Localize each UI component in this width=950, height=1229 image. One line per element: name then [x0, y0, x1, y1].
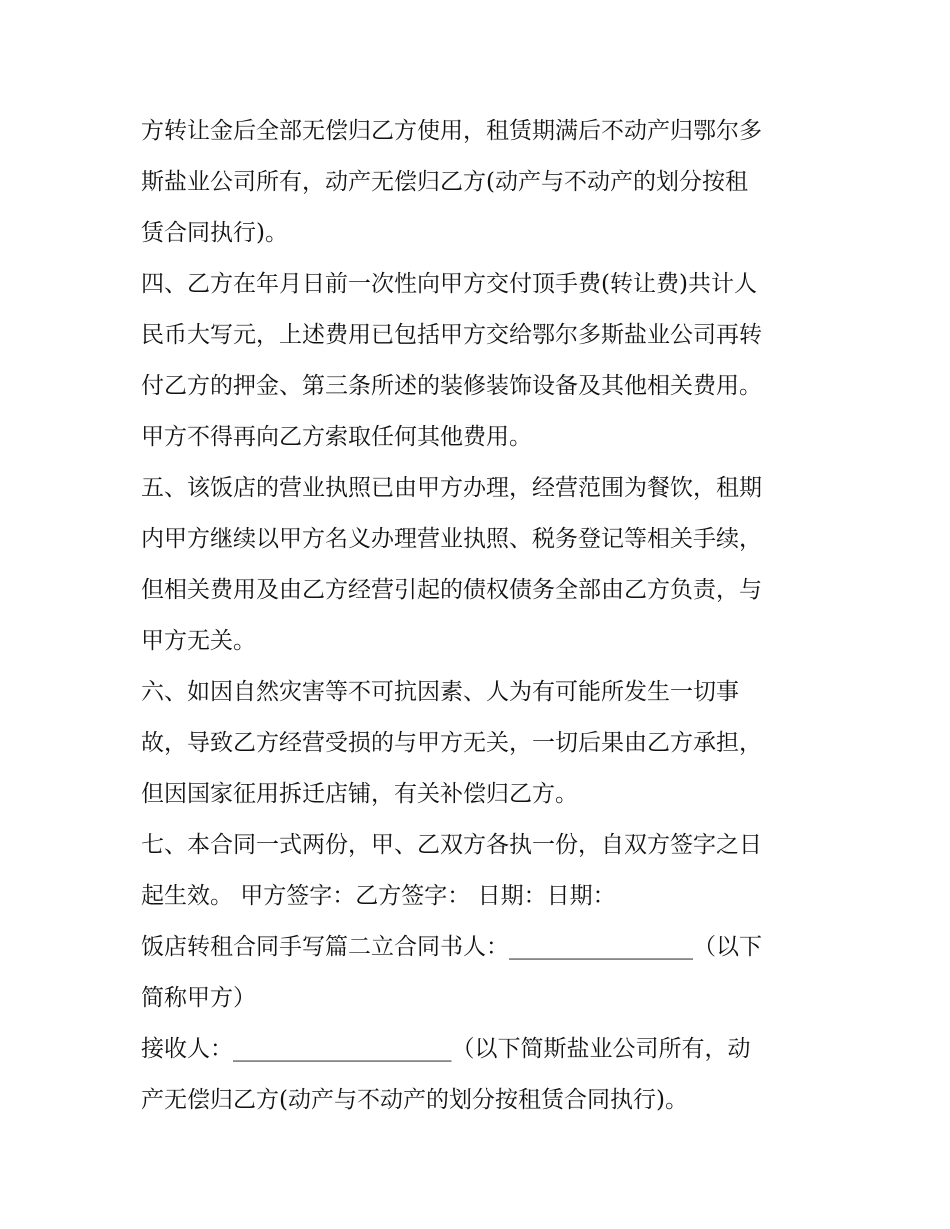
text-line: 民币大写元，上述费用已包括甲方交给鄂尔多斯盐业公司再转: [141, 322, 762, 348]
text-line: 内甲方继续以甲方名义办理营业执照、税务登记等相关手续，: [141, 526, 762, 552]
text-line: 但因国家征用拆迁店铺，有关补偿归乙方。: [141, 781, 578, 807]
text-line: 甲方无关。: [141, 628, 256, 654]
text-line: 赁合同执行)。: [141, 220, 288, 246]
text-line: 简称甲方）: [141, 985, 256, 1011]
text-line: 斯盐业公司所有，动产无偿归乙方(动产与不动产的划分按租: [141, 169, 748, 195]
receiver-line: 接收人：___________________（以下简斯盐业公司所有，动: [141, 1036, 751, 1062]
text-line: 产无偿归乙方(动产与不动产的划分按租赁合同执行)。: [141, 1087, 688, 1113]
text-line: 但相关费用及由乙方经营引起的债权债务全部由乙方负责，与: [141, 577, 762, 603]
text-line: 甲方不得再向乙方索取任何其他费用。: [141, 424, 532, 450]
clause-five-line: 五、该饭店的营业执照已由甲方办理，经营范围为餐饮，租期: [141, 475, 762, 501]
contract-heading-line: 饭店转租合同手写篇二立合同书人：________________（以下: [141, 934, 762, 960]
document-body: [141, 106, 816, 1126]
clause-six-line: 六、如因自然灾害等不可抗因素、人为有可能所发生一切事: [141, 679, 739, 705]
text-line: 付乙方的押金、第三条所述的装修装饰设备及其他相关费用。: [141, 373, 762, 399]
clause-four-line: 四、乙方在年月日前一次性向甲方交付顶手费(转让费)共计人: [141, 271, 757, 297]
text-line: 故，导致乙方经营受损的与甲方无关，一切后果由乙方承担，: [141, 730, 762, 756]
signature-line: 起生效。 甲方签字：乙方签字： 日期：日期：: [141, 883, 616, 909]
text-line: 方转让金后全部无偿归乙方使用，租赁期满后不动产归鄂尔多: [141, 118, 762, 144]
clause-seven-line: 七、本合同一式两份，甲、乙双方各执一份，自双方签字之日: [141, 832, 762, 858]
